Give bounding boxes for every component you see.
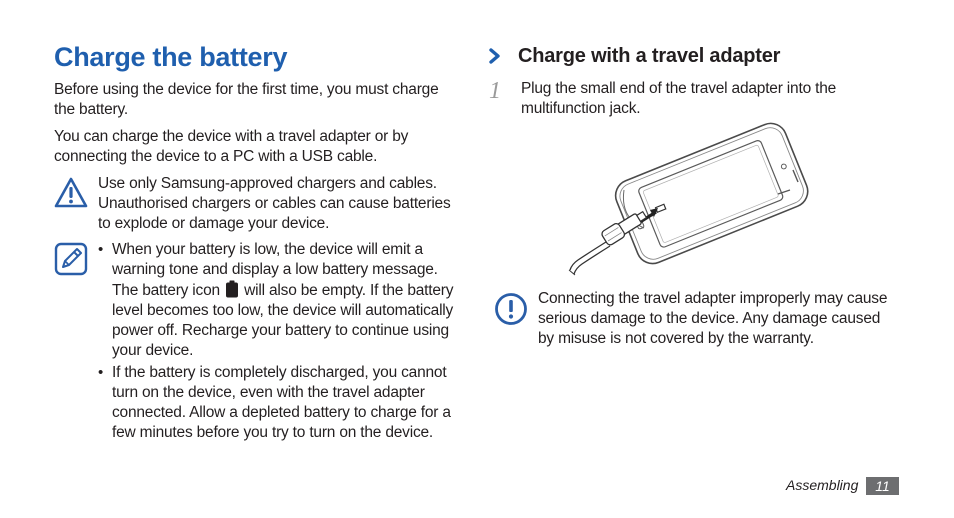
battery-empty-icon	[225, 280, 239, 298]
note-bullet-1	[94, 240, 464, 361]
page-number: 11	[866, 477, 899, 495]
note-pencil-icon	[54, 242, 88, 276]
section-heading: Charge with a travel adapter	[518, 45, 781, 67]
note-bullet-1-text-a: When your battery is low, the device will emit a warning tone and display a low battery message. The battery icon	[112, 241, 438, 299]
caution-text: Connecting the travel adapter improperly may cause serious damage to the device. Any damage caused by misuse is not covered by the warranty.	[538, 290, 888, 347]
note-bullet-2	[94, 363, 464, 443]
warning-text: Use only Samsung-approved chargers and cables. Unauthorised chargers or cables can cause batteries to explode or damage your device.	[98, 175, 451, 232]
intro-paragraph-2: You can charge the device with a travel adapter or by connecting the device to a PC with a USB cable.	[54, 128, 409, 165]
note-bullet-2-text: If the battery is completely discharged, you cannot turn on the device, even with the travel adapter connected. Allow a depleted battery to charge for a few minutes before you try to turn on the device.	[112, 364, 451, 441]
note-bullet-list	[94, 240, 464, 445]
page-title: Charge the battery	[54, 42, 288, 72]
footer-section-label: Assembling	[786, 477, 859, 493]
phone-charging-illustration	[560, 120, 830, 280]
step-1-text: Plug the small end of the travel adapter into the multifunction jack.	[521, 80, 837, 117]
chevron-right-icon	[488, 46, 504, 66]
warning-triangle-icon	[54, 176, 88, 210]
note-bullet-1-text-b: will also be empty. If the battery level becomes too low, the device will automatically power off. Recharge your battery to continue using your device.	[112, 282, 454, 359]
step-number: 1	[489, 78, 501, 104]
caution-exclamation-icon	[494, 292, 528, 326]
intro-paragraph-1: Before using the device for the first time, you must charge the battery.	[54, 81, 439, 118]
